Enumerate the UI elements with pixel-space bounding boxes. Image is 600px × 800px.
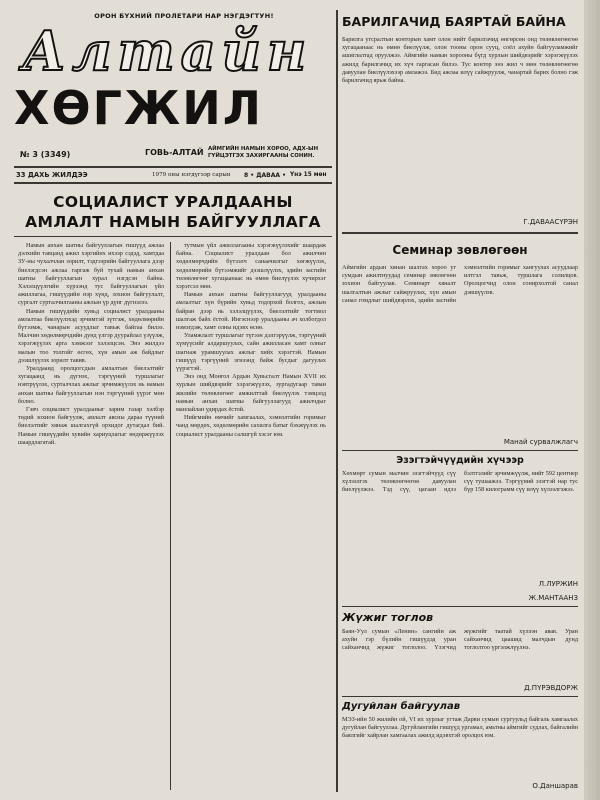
dairy-signature-2: Ж.МАНТААНЗ [528,594,578,602]
dairy-signature-1: Л.ЛУРЖИН [538,580,578,588]
date-rule [14,182,332,184]
date-label: 1979 оны нэгдүгээр сарын [152,172,231,178]
section-rule [342,696,578,697]
headline-rule [14,236,332,237]
top-article-text: Барилга угсралтын конторын хамт олон нийт барилгачид өнгөрсөн онд төлөвлөгөөгөө хугацаанаас нь өмнө биелүүлж, олон тооны орон сууц, соёл ахуйн байгууламжийг ашиглалтад оруулжээ. Аймгийн намын хорооны бүгд хурлын шийдвэрийг хэрэгжүүлэх ажилд барилгачид их хүч гаргасан билээ. Тус контор энэ жил ч мөн төлөвлөгөөгөө давуулан биелүүлэхээр амлажээ. Бид ажлаа илүү сайжруулж, чанартай барих болно гэж барилгачид ярьж байна. [342,36,578,85]
column-divider [170,242,171,790]
dairy-headline: Эзэгтэйчүүдийн хүчээр [396,455,524,466]
seminar-signature: Манай сурвалжлагч [503,438,578,446]
lead-headline: СОЦИАЛИСТ УРАЛДААНЫ АМЛАЛТ НАМЫН БАЙГУУЛЛАГА [25,193,321,231]
lead-paragraph: Уламжлалт туршлагыг түгээн дэлгэрүүлж, тэргүүний хүмүүсийг алдаршуулах, сайн ажилласан хамт олныг шагнаж урамшуулах ажлыг хийх хэрэгтэй. Намын гишүүд тэргүүний эгнээнд байж бусдыг дагуулах үүрэгтэй. [176,332,326,373]
page-divider [336,10,338,792]
bottom-text: МЭЗ-ийн 50 жилийн ой, VI их хурлыг угтаж Дарви сумын сургуульд байгаль хамгаалах дугуйлан байгууллаа. Дугуйлангийн гишүүд ургамал, амьтны аймгийг судлах, байгалийн баялгийг хайрлан хамгаалах ажилд идэвхтэй оролцох юм. [342,716,578,740]
top-article-signature: Г.ДАВААСҮРЭН [523,218,578,226]
title-block: ХӨГЖИЛ [14,81,263,135]
region-label: ГОВЬ-АЛТАЙ [145,148,204,157]
lead-paragraph: тутмын үйл ажиллагааны хэрэгжүүлэхийг шаардаж байна. Социалист уралдаан бол ажилчин хөдөлмөрчдийн бүтээлч санаачилгыг хөгжүүлэх, хөдөлмөрийн бүтээмжийг дээшлүүлэх, эдийн засгийн төлөвлөгөөг хугацаанаас нь өмнө биелүүлэх хүчирхэг хэрэгсэл мөн. [176,242,326,291]
lead-column-2 [176,242,326,790]
dairy-text: Хөхмөрт сумын малчин эзэгтэйчүүд сүү хүлээлгэх төлөвлөгөөгөө давуулан биелүүлжээ. Тэд сүү, цагаан идээ бэлтгэлийг эрчимжүүлж, нийт 592 центнер сүү тушаажээ. Тэргүүний эзэгтэй нар тус бүр 158 килограмм сүү илүү хүлээлгэжээ. [342,470,578,494]
lead-paragraph: Гэвч социалист уралдааныг зарим газар хэлбэр төдий зохион байгуулж, амлалт авсны дараа түүний биелэлтийг хянаж шалгахгүй орхидог дутагдал бий. Намын гишүүдийн хувийн хариуцлагыг өндөржүүлэх шаардлагатай. [18,406,164,446]
lead-paragraph: Энэ онд Монгол Ардын Хувьсгалт Намын XVII их хурлын шийдвэрийг хэрэгжүүлэх, зургадугаар таван жилийн төлөвлөгөөг амжилттай биелүүлэх тэмцэлд намын анхан шатны байгууллагууд ажилчдыг манлайлан удирдах ёстой. [176,373,326,414]
title-script: Алтайн [22,19,313,83]
seminar-headline: Семинар зөвлөгөөн [392,243,528,257]
top-article-headline: БАРИЛГАЧИД БАЯРТАЙ БАЙНА [342,14,566,29]
section-rule [342,606,578,607]
lead-paragraph: Намын гишүүдийн хувьд социалист уралдааны амлалтаа биелүүлэхэд эрчимтэй зүтгэж, хөдөлмөрийн бүтээмж, чанарын асуудлыг тавьж байгаа билээ. Малчин хөдөлмөрчдийн дунд үлгэр дуурайлал үзүүлж, хэрэгжүүлэх арга хэмжээг хэлэлцсэн. Энэ жилдээ малын тоо толгойг өсгөх, хүн амын аж байдлыг дээшлүүлэх зорилт тавив. [18,307,164,364]
lead-paragraph: Намын анхан шатны байгууллагууд уралдааны амлалтыг хүн бүрийн хувьд тодорхой болгох, ажлын байран дээр нь хэлэлцүүлэх, биелэлтийг тогтмол шалгаж байх ёстой. Ингэснээр уралдааны ач холбогдол нэмэгдэж, хамт олны идэвх өснө. [176,291,326,332]
seminar-text: Аймгийн ардын хянан шалгах хороо уг сумдын ажилтнуудад семинар зөвлөгөөн зохион байгуулав. Семинарт хяналт шалгалтын ажлыг сайжруулах, хүн амын санал гомдлыг шийдвэрлэх, эдийн засгийн хэмнэлтийн горимыг хангуулах асуудлаар илтгэл тавьж, туршлага солилцов. Оролцогчид олон сонирхолтой санал дэвшүүлэв. [342,264,578,304]
bottom-signature: О.Даншарав [532,782,578,790]
lead-paragraph: Нийгмийн өмчийг хамгаалах, хэмнэлтийн горимыг чанд мөрдөх, хөдөлмөрийн сахилга батыг бэхжүүлэх нь социалист уралдааны салшгүй хэсэг юм. [176,414,326,438]
publisher-label: АЙМГИЙН НАМЫН ХОРОО, АДХ-ЫН ГҮЙЦЭТГЭХ ЗАХИРГААНЫ СОНИН. [208,146,319,159]
fund-text: Баян-Уул сумын «Ленин» сангийн аж ахуйн гэр бүлийн гишүүдэд уран сайханчид жүжиг тоглолоо. Үзэгчид жүжгийг таатай хүлээн авав. Уран сайханчид цаашид малчдын дунд тоглолтоо үргэлжлүүлнэ. [342,628,578,652]
slogan: ОРОН БҮХНИЙ ПРОЛЕТАРИ НАР НЭГДЭГТУН! [94,12,274,20]
lead-paragraph: Намын анхан шатны байгууллагын гишүүд ажлаа дэлхийн тавцанд ажил хэргийнх ихээр сэдэд, хамтдаа ЗУ-ны чухалчлан зорилт, тэдгээрийн байгууллага дээр биелэгдсэн ажлаа гаргаж буй тухай намын анхан шатны байгууллагын хурал нэгдсэн байна. Хэлэлцүүлгийн хүрээнд тус байгууллагын үйл ажиллагаа, гишүүдийн нэр хүнд, зохион байгуулалт, сургалт сурталчилгааны ажлын үр дүнг дүгнэлээ. [18,242,164,307]
issue-number: № 3 (3349) [20,150,71,159]
lead-paragraph: Уралдаанд оролцогсдын амлалтын биелэлтийг хугацаанд нь дүгнэх, тэргүүний туршлагыг нэвтрүүлэх, сурталчлах ажлыг эрчимжүүлэх нь намын анхан шатны байгууллагын нэн тэргүүний үүрэг мөн болно. [18,365,164,405]
page-fold-edge [584,0,600,800]
lead-column-1 [18,242,164,790]
year-label: 33 ДАХЬ ЖИЛДЭЭ [16,171,88,179]
section-rule [342,232,578,234]
day-label: 8 • ДАВАА • [244,172,286,179]
section-rule [342,450,578,451]
masthead-rule [14,166,332,168]
price-label: Үнэ 15 мөн [290,172,327,178]
fund-signature: Д.ПҮРЭВДОРЖ [524,684,578,692]
bottom-headline: Дугуйлан байгуулав [342,701,461,712]
fund-headline: Жүжиг тоглов [342,611,434,624]
